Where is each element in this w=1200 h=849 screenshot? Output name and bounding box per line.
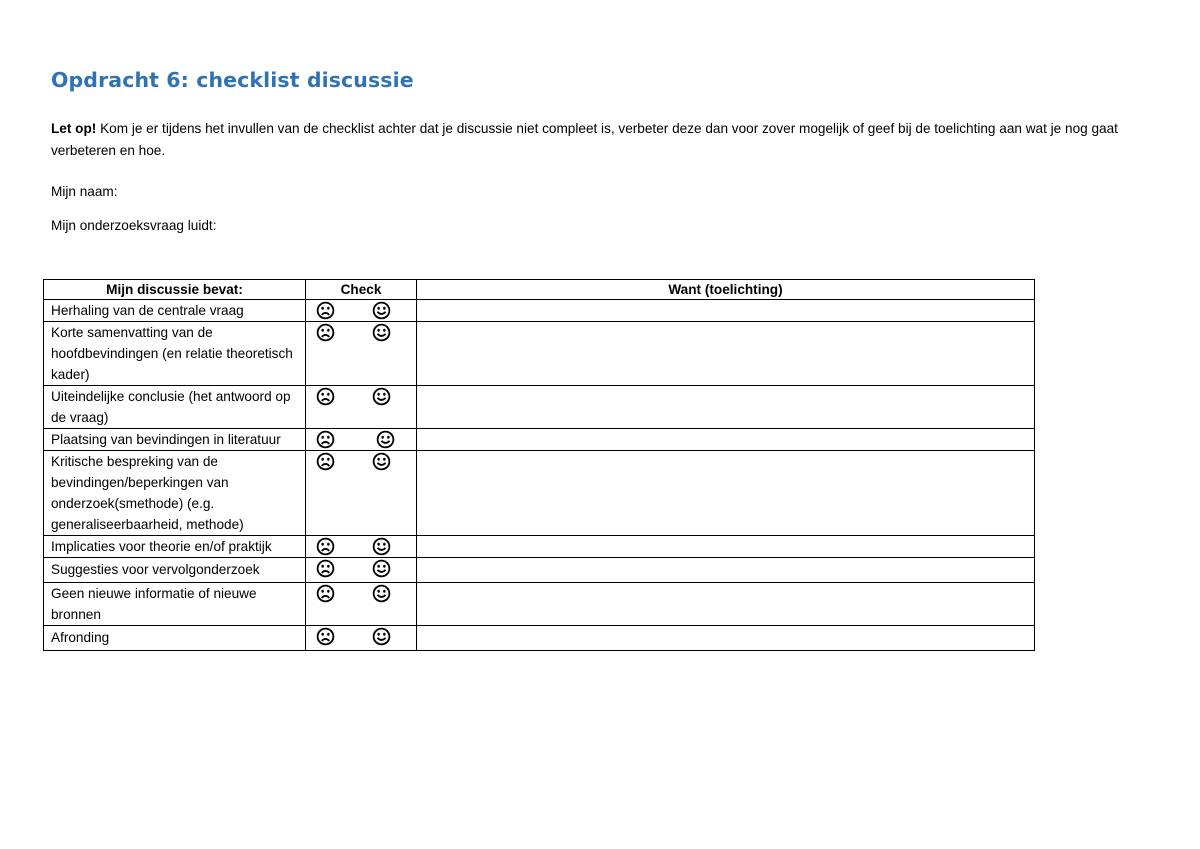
sad-face-icon[interactable]: [316, 323, 335, 342]
check-cell: [306, 626, 417, 651]
happy-face-icon[interactable]: [372, 584, 391, 603]
table-row: [44, 536, 1035, 558]
sad-face-icon[interactable]: [316, 627, 335, 646]
check-cell: [306, 429, 417, 451]
check-cell: [306, 386, 417, 429]
happy-face-icon[interactable]: [372, 627, 391, 646]
sad-face-icon[interactable]: [316, 584, 335, 603]
row-explanation[interactable]: [417, 626, 1035, 651]
page-title: Opdracht 6: checklist discussie: [51, 68, 414, 92]
row-item: Implicaties voor theorie en/of praktijk: [44, 536, 306, 558]
happy-face-icon[interactable]: [372, 452, 391, 471]
row-explanation[interactable]: [417, 536, 1035, 558]
row-item: Plaatsing van bevindingen in literatuur: [44, 429, 306, 451]
row-explanation[interactable]: [417, 322, 1035, 386]
table-row: [44, 386, 1035, 429]
intro-warning: Let op!: [51, 121, 97, 136]
check-cell: [306, 558, 417, 583]
header-check: Check: [306, 280, 417, 300]
table-row: [44, 558, 1035, 583]
row-explanation[interactable]: [417, 386, 1035, 429]
intro-paragraph: [51, 118, 1161, 162]
intro-text: Kom je er tijdens het invullen van de checklist achter dat je discussie niet compleet is, verbeter deze dan voor zover mogelijk of geef bij de toelichting aan wat je nog gaat verbeteren en hoe.: [51, 121, 1118, 158]
check-cell: [306, 322, 417, 386]
row-item: Suggesties voor vervolgonderzoek: [44, 558, 306, 583]
row-item: Geen nieuwe informatie of nieuwe bronnen: [44, 583, 306, 626]
table-header-row: [44, 280, 1035, 300]
row-item: Kritische bespreking van de bevindingen/beperkingen van onderzoek(smethode) (e.g. generaliseerbaarheid, methode): [44, 451, 306, 536]
happy-face-icon[interactable]: [372, 323, 391, 342]
happy-face-icon[interactable]: [376, 430, 395, 449]
happy-face-icon[interactable]: [372, 559, 391, 578]
row-explanation[interactable]: [417, 451, 1035, 536]
check-cell: [306, 583, 417, 626]
check-cell: [306, 451, 417, 536]
row-explanation[interactable]: [417, 558, 1035, 583]
row-explanation[interactable]: [417, 300, 1035, 322]
sad-face-icon[interactable]: [316, 301, 335, 320]
row-item: Afronding: [44, 626, 306, 651]
table-row: [44, 300, 1035, 322]
check-cell: [306, 300, 417, 322]
happy-face-icon[interactable]: [372, 387, 391, 406]
sad-face-icon[interactable]: [316, 387, 335, 406]
row-item: Korte samenvatting van de hoofdbevindingen (en relatie theoretisch kader): [44, 322, 306, 386]
sad-face-icon[interactable]: [316, 452, 335, 471]
row-explanation[interactable]: [417, 429, 1035, 451]
row-item: Uiteindelijke conclusie (het antwoord op de vraag): [44, 386, 306, 429]
table-row: [44, 429, 1035, 451]
row-explanation[interactable]: [417, 583, 1035, 626]
table-row: [44, 322, 1035, 386]
name-field-label[interactable]: Mijn naam:: [51, 184, 118, 199]
sad-face-icon[interactable]: [316, 559, 335, 578]
happy-face-icon[interactable]: [372, 537, 391, 556]
table-row: [44, 626, 1035, 651]
happy-face-icon[interactable]: [372, 301, 391, 320]
header-explanation: Want (toelichting): [417, 280, 1035, 300]
table-row: [44, 451, 1035, 536]
checklist-table: [43, 279, 1035, 651]
table-row: [44, 583, 1035, 626]
header-item: Mijn discussie bevat:: [44, 280, 306, 300]
sad-face-icon[interactable]: [316, 537, 335, 556]
check-cell: [306, 536, 417, 558]
sad-face-icon[interactable]: [316, 430, 335, 449]
research-question-label[interactable]: Mijn onderzoeksvraag luidt:: [51, 218, 217, 233]
row-item: Herhaling van de centrale vraag: [44, 300, 306, 322]
